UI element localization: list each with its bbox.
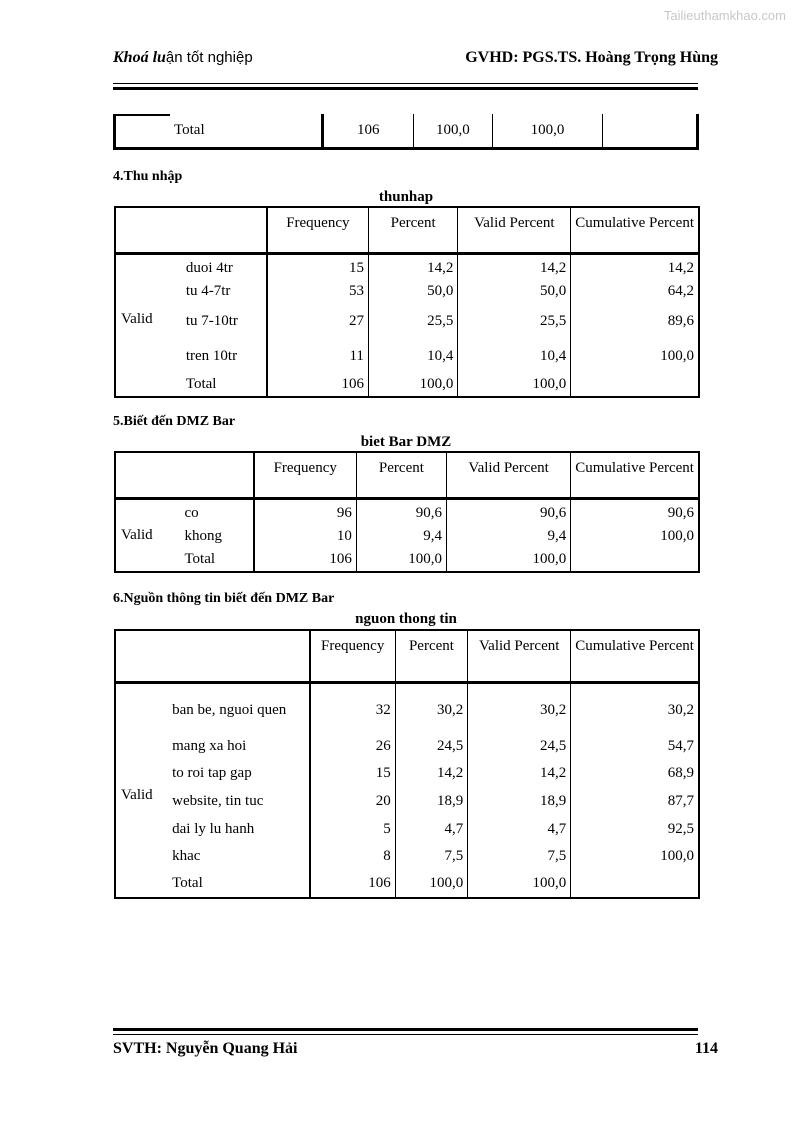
col-cumulative: Cumulative Percent xyxy=(575,215,694,231)
total-cumulative xyxy=(602,114,697,148)
cell-percent: 100,0 xyxy=(356,548,446,572)
cell-percent: 90,6 xyxy=(356,498,446,524)
header-rule-thick xyxy=(113,87,698,90)
col-cumulative: Cumulative Percent xyxy=(575,460,694,476)
col-valid-percent: Valid Percent xyxy=(446,452,570,498)
table-row xyxy=(115,498,699,524)
col-valid-percent: Valid Percent xyxy=(458,207,571,253)
row-label: duoi 4tr xyxy=(182,253,267,279)
cell-percent: 30,2 xyxy=(395,682,468,734)
col-frequency: Frequency xyxy=(267,207,369,253)
table-row xyxy=(115,734,699,759)
cell-percent: 24,5 xyxy=(395,734,468,759)
cell-percent: 4,7 xyxy=(395,815,468,843)
row-label: khong xyxy=(180,524,253,548)
col-frequency: Frequency xyxy=(310,630,396,682)
footer-author: SVTH: Nguyễn Quang Hải xyxy=(113,1040,298,1057)
cell-cumulative: 30,2 xyxy=(667,702,694,719)
cell-frequency: 15 xyxy=(267,253,369,279)
row-label: mang xa hoi xyxy=(168,734,310,759)
cell-cumulative: 64,2 xyxy=(667,282,694,299)
cell-valid-percent: 9,4 xyxy=(446,524,570,548)
total-percent: 100,0 xyxy=(413,114,493,148)
section6-table-title: nguon thong tin xyxy=(355,611,457,627)
cell-percent: 100,0 xyxy=(395,870,468,898)
row-label: website, tin tuc xyxy=(168,787,310,815)
row-label: to roi tap gap xyxy=(168,759,310,787)
table-row-total xyxy=(115,548,699,572)
row-label: dai ly lu hanh xyxy=(168,815,310,843)
cell-percent: 25,5 xyxy=(368,303,457,339)
cell-percent: 100,0 xyxy=(368,373,457,397)
cell-valid-percent: 100,0 xyxy=(458,373,571,397)
watermark: Tailieuthamkhao.com xyxy=(663,8,786,23)
cell-frequency: 106 xyxy=(254,548,357,572)
cell-cumulative: 100,0 xyxy=(660,347,694,364)
stub-header xyxy=(115,452,254,498)
table-row xyxy=(115,339,699,373)
cell-frequency: 15 xyxy=(310,759,396,787)
cell-cumulative xyxy=(571,870,699,898)
row-label: khac xyxy=(168,843,310,870)
header-left-rest: ận tốt nghiệp xyxy=(165,49,253,66)
row-label: ban be, nguoi quen xyxy=(168,682,310,734)
col-percent: Percent xyxy=(356,452,446,498)
group-label: Valid xyxy=(121,786,153,803)
cell-frequency: 20 xyxy=(310,787,396,815)
cell-frequency: 27 xyxy=(267,303,369,339)
table-row xyxy=(115,759,699,787)
cell-percent: 10,4 xyxy=(368,339,457,373)
group-label: Valid xyxy=(121,310,153,327)
table-header-row xyxy=(115,630,699,682)
cell-frequency: 106 xyxy=(310,870,396,898)
section6-table xyxy=(114,629,700,899)
section6-heading: 6.Nguồn thông tin biết đến DMZ Bar xyxy=(113,591,335,606)
table-row xyxy=(115,815,699,843)
col-frequency: Frequency xyxy=(254,452,357,498)
cell-cumulative: 90,6 xyxy=(667,505,694,522)
col-cumulative: Cumulative Percent xyxy=(575,638,694,654)
cell-percent: 9,4 xyxy=(356,524,446,548)
table-row xyxy=(115,524,699,548)
cell-cumulative: 68,9 xyxy=(667,764,694,781)
cell-cumulative xyxy=(571,373,699,397)
table-row-total xyxy=(115,373,699,397)
cell-cumulative xyxy=(571,548,699,572)
cell-valid-percent: 10,4 xyxy=(458,339,571,373)
cell-frequency: 8 xyxy=(310,843,396,870)
table-header-row xyxy=(115,207,699,253)
total-valid-percent: 100,0 xyxy=(493,114,602,148)
cell-percent: 14,2 xyxy=(395,759,468,787)
cell-valid-percent: 30,2 xyxy=(468,682,571,734)
cell-valid-percent: 7,5 xyxy=(468,843,571,870)
table-row xyxy=(115,682,699,734)
cell-valid-percent: 18,9 xyxy=(468,787,571,815)
table-row xyxy=(115,843,699,870)
prev-table-total xyxy=(113,114,699,150)
cell-valid-percent: 100,0 xyxy=(468,870,571,898)
group-label: Valid xyxy=(121,526,153,543)
section4-heading: 4.Thu nhập xyxy=(113,169,183,184)
cell-frequency: 96 xyxy=(254,498,357,524)
cell-cumulative: 54,7 xyxy=(667,738,694,754)
row-label: Total xyxy=(180,548,253,572)
header-rule-thin xyxy=(113,83,698,84)
row-label: tu 7-10tr xyxy=(182,303,267,339)
header-right: GVHD: PGS.TS. Hoàng Trọng Hùng xyxy=(465,49,718,66)
row-label: Total xyxy=(182,373,267,397)
total-label: Total xyxy=(115,114,323,148)
cell-valid-percent: 14,2 xyxy=(458,253,571,279)
table-header-row xyxy=(115,452,699,498)
table-row xyxy=(115,787,699,815)
cell-valid-percent: 100,0 xyxy=(446,548,570,572)
stub-header xyxy=(115,207,267,253)
cell-cumulative: 87,7 xyxy=(667,792,694,809)
table-row xyxy=(115,114,698,148)
table-row xyxy=(115,253,699,279)
cell-valid-percent: 14,2 xyxy=(468,759,571,787)
footer-rule-thick xyxy=(113,1028,698,1031)
cell-percent: 14,2 xyxy=(368,253,457,279)
table-row xyxy=(115,303,699,339)
section5-table-title: biet Bar DMZ xyxy=(360,434,452,450)
cell-percent: 18,9 xyxy=(395,787,468,815)
cell-frequency: 53 xyxy=(267,279,369,303)
col-percent: Percent xyxy=(395,630,468,682)
cell-percent: 50,0 xyxy=(368,279,457,303)
total-frequency: 106 xyxy=(323,114,414,148)
col-valid-percent: Valid Percent xyxy=(468,630,571,682)
section4-table-title: thunhap xyxy=(378,189,434,205)
section5-heading: 5.Biết đến DMZ Bar xyxy=(113,414,236,429)
section5-table xyxy=(114,451,700,573)
prev-table-top-stub xyxy=(113,114,170,116)
cell-cumulative: 100,0 xyxy=(660,848,694,864)
cell-valid-percent: 4,7 xyxy=(468,815,571,843)
cell-percent: 7,5 xyxy=(395,843,468,870)
row-label: tu 4-7tr xyxy=(182,279,267,303)
cell-frequency: 106 xyxy=(267,373,369,397)
row-label: co xyxy=(180,498,253,524)
table-row xyxy=(115,279,699,303)
cell-valid-percent: 24,5 xyxy=(468,734,571,759)
row-label: tren 10tr xyxy=(182,339,267,373)
footer-rule-thin xyxy=(113,1034,698,1035)
cell-valid-percent: 50,0 xyxy=(458,279,571,303)
cell-frequency: 32 xyxy=(310,682,396,734)
row-label: Total xyxy=(168,870,310,898)
cell-cumulative: 14,2 xyxy=(667,260,694,277)
cell-cumulative: 92,5 xyxy=(667,820,694,837)
cell-frequency: 26 xyxy=(310,734,396,759)
page-number: 114 xyxy=(694,1040,718,1057)
cell-valid-percent: 25,5 xyxy=(458,303,571,339)
col-percent: Percent xyxy=(368,207,457,253)
cell-cumulative: 100,0 xyxy=(660,527,694,544)
cell-cumulative: 89,6 xyxy=(667,312,694,329)
cell-frequency: 5 xyxy=(310,815,396,843)
cell-frequency: 11 xyxy=(267,339,369,373)
header-left xyxy=(113,49,253,67)
cell-valid-percent: 90,6 xyxy=(446,498,570,524)
stub-header xyxy=(115,630,310,682)
header-left-italic: Khoá lu xyxy=(113,49,166,66)
table-row-total xyxy=(115,870,699,898)
section4-table xyxy=(114,206,700,398)
cell-frequency: 10 xyxy=(254,524,357,548)
